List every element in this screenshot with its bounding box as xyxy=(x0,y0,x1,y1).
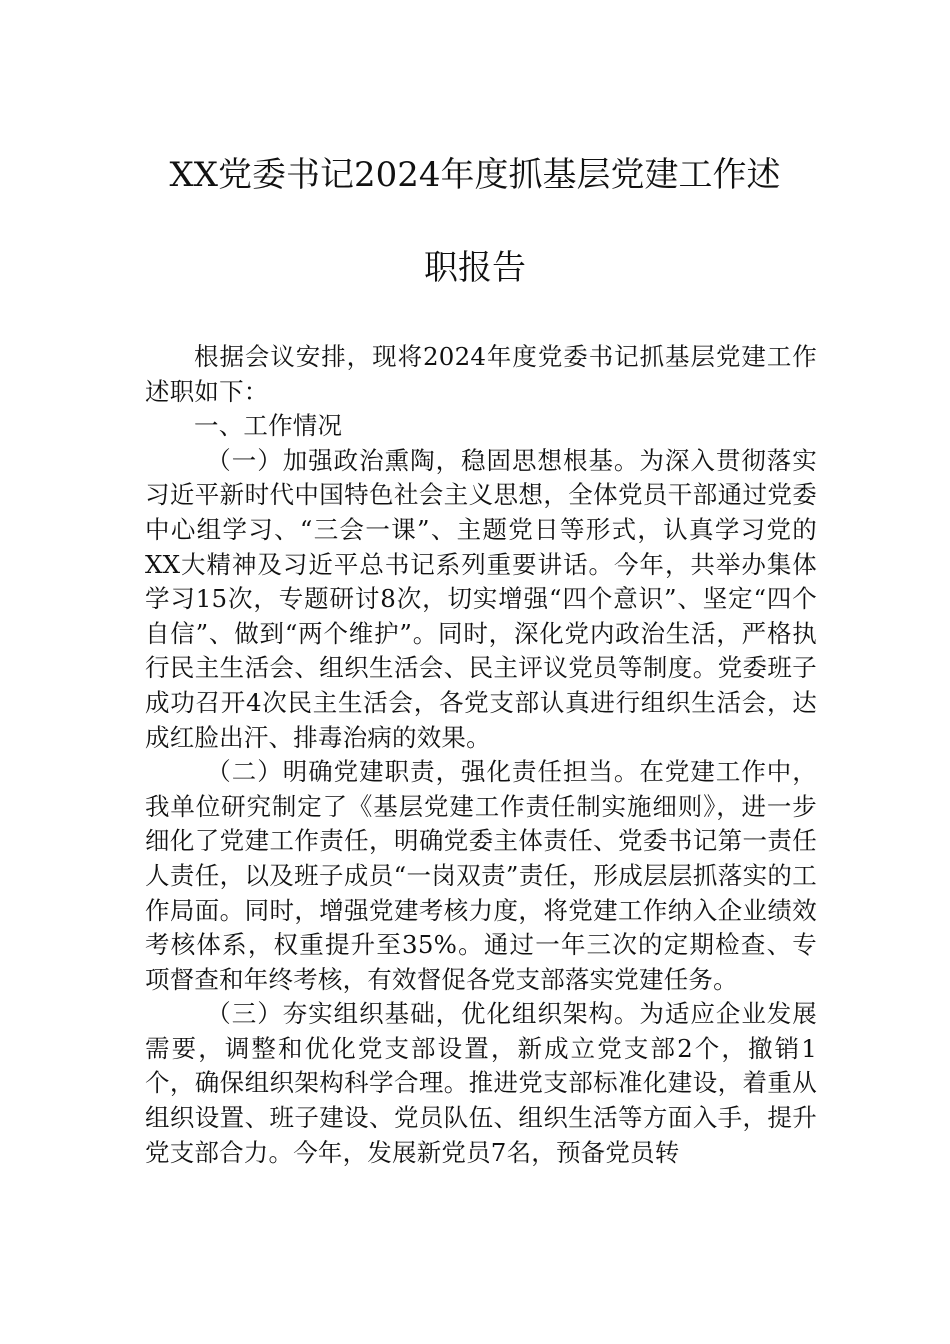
paragraph-party-responsibility: （二）明确党建职责，强化责任担当。在党建工作中，我单位研究制定了《基层党建工作责任制实施细则》，进一步细化了党建工作责任，明确党委主体责任、党委书记第一责任人责任，以及班子成员“一岗双责”责任，形成层层抓落实的工作局面。同时，增强党建考核力度，将党建工作纳入企业绩效考核体系，权重提升至35%。通过一年三次的定期检查、专项督查和年终考核，有效督促各党支部落实党建任务。 xyxy=(145,757,817,994)
document-body xyxy=(145,340,817,1170)
intro-paragraph: 根据会议安排，现将2024年度党委书记抓基层党建工作述职如下： xyxy=(145,342,817,406)
document-title-line-2: 职报告 xyxy=(424,248,526,288)
paragraph-political-education: （一）加强政治熏陶，稳固思想根基。为深入贯彻落实习近平新时代中国特色社会主义思想，全体党员干部通过党委中心组学习、“三会一课”、主题党日等形式，认真学习党的XX大精神及习近平总书记系列重要讲话。今年，共举办集体学习15次，专题研讨8次，切实增强“四个意识”、坚定“四个自信”、做到“两个维护”。同时，深化党内政治生活，严格执行民主生活会、组织生活会、民主评议党员等制度。党委班子成功召开4次民主生活会，各党支部认真进行组织生活会，达成红脸出汗、排毒治病的效果。 xyxy=(145,445,817,752)
document-title-line-1: XX党委书记2024年度抓基层党建工作述 xyxy=(169,155,781,195)
section-heading-work-status: 一、工作情况 xyxy=(194,411,343,441)
paragraph-organization-foundation: （三）夯实组织基础，优化组织架构。为适应企业发展需要，调整和优化党支部设置，新成立党支部2个，撤销1个，确保组织架构科学合理。推进党支部标准化建设，着重从组织设置、班子建设、党员队伍、组织生活等方面入手，提升党支部合力。今年，发展新党员7名，预备党员转 xyxy=(145,999,817,1167)
